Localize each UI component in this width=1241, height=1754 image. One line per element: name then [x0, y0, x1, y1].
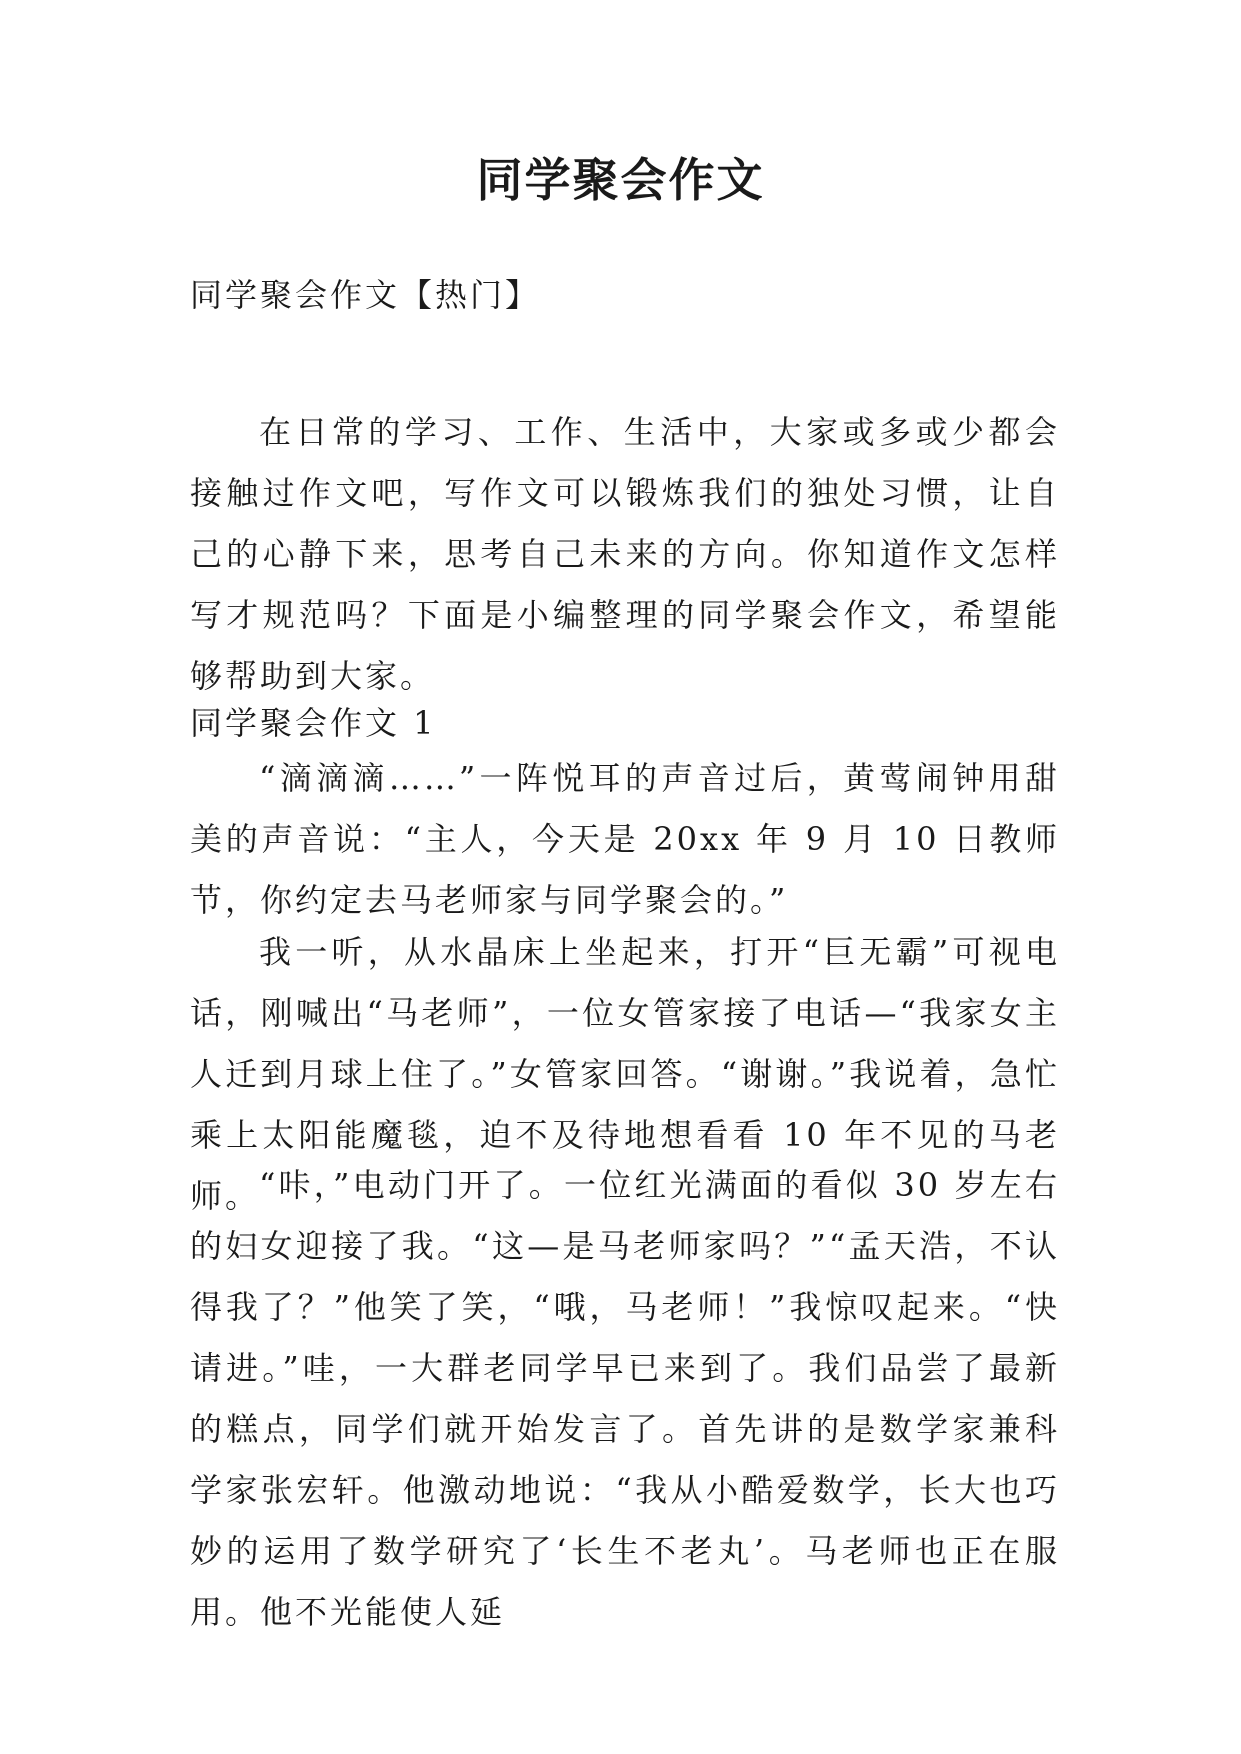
intro-paragraph: 在日常的学习、工作、生活中，大家或多或少都会接触过作文吧，写作文可以锻炼我们的独处习惯，让自己的心静下来，思考自己未来的方向。你知道作文怎样写才规范吗？下面是小编整理的同学聚会作文，希望能够帮助到大家。: [190, 413, 1060, 695]
document-title: 同学聚会作文: [476, 153, 765, 207]
body-paragraph-2: 我一听，从水晶床上坐起来，打开“巨无霸”可视电话，刚喊出“马老师”，一位女管家接了电话—“我家女主人迁到月球上住了。”女管家回答。“谢谢。”我说着，急忙乘上太阳能魔毯，迫不及待地想看看 10 年不见的马老师。: [190, 933, 1060, 1215]
section-heading: 同学聚会作文 1: [190, 704, 437, 742]
document-subtitle: 同学聚会作文【热门】: [190, 276, 541, 314]
body-paragraph-1: “滴滴滴……”一阵悦耳的声音过后，黄莺闹钟用甜美的声音说：“主人，今天是 20xx 年 9 月 10 日教师节，你约定去马老师家与同学聚会的。”: [190, 759, 1060, 919]
body-paragraph-3: “咔，”电动门开了。一位红光满面的看似 30 岁左右的妇女迎接了我。“这—是马老师家吗？”“孟天浩，不认得我了？”他笑了笑，“哦，马老师！”我惊叹起来。“快请进。”哇，一大群老同学早已来到了。我们品尝了最新的糕点，同学们就开始发言了。首先讲的是数学家兼科学家张宏轩。他激动地说：“我从小酷爱数学，长大也巧妙的运用了数学研究了‘长生不老丸’。马老师也正在服用。他不光能使人延: [190, 1166, 1060, 1631]
